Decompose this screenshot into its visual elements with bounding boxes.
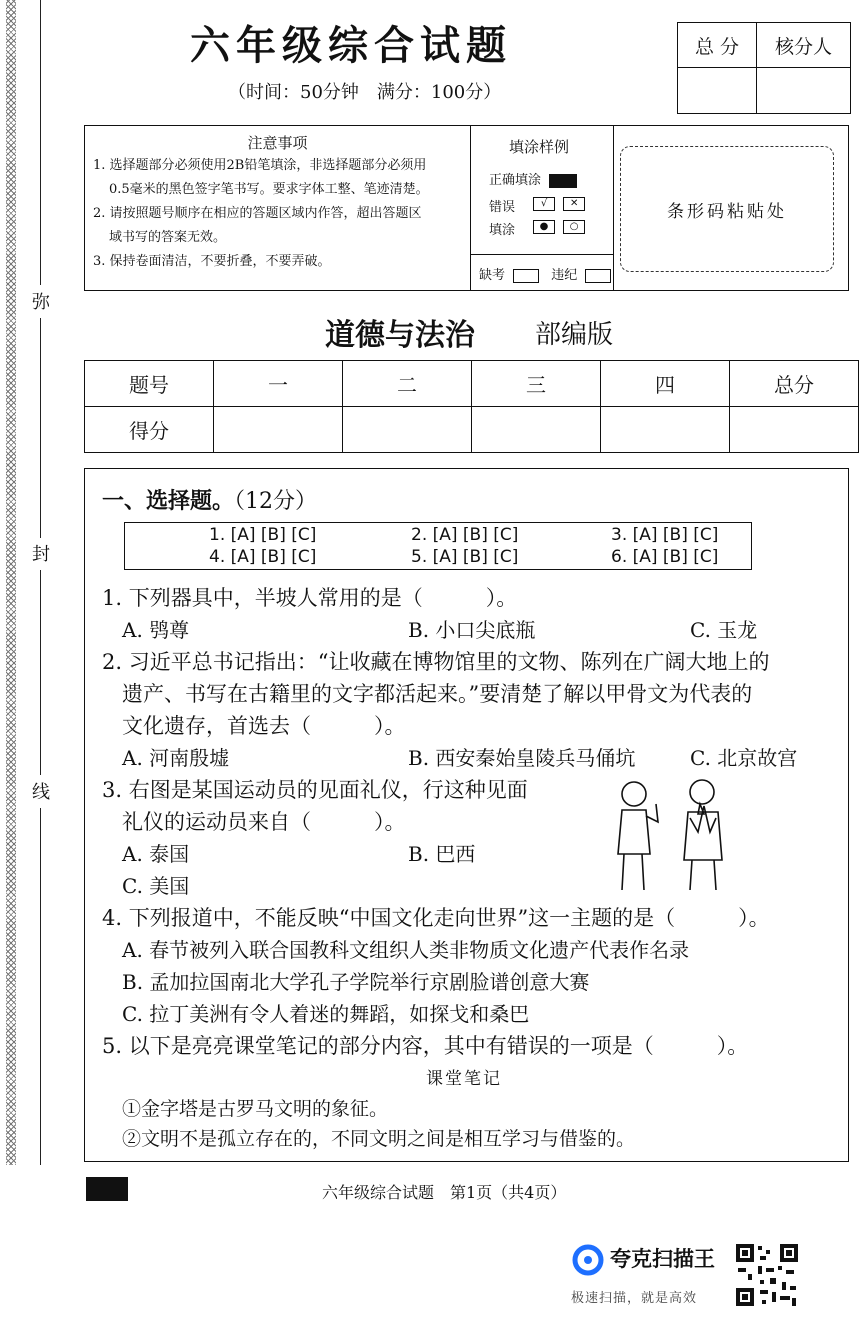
note-line: 0.5毫米的黑色签字笔书写。要求字体工整、笔迹清楚。 <box>109 182 429 197</box>
violation-label: 违纪 <box>551 268 578 283</box>
total-score-label: 总 分 <box>678 23 757 68</box>
notebook-line: ②文明不是孤立存在的，不同文明之间是相互学习与借鉴的。 <box>122 1128 636 1150</box>
option-a: A. 春节被列入联合国教科文组织人类非物质文化遗产代表作名录 <box>122 938 690 962</box>
absent-label: 缺考 <box>479 268 506 283</box>
notebook-line: ①金字塔是古罗马文明的象征。 <box>122 1098 389 1120</box>
option-c: C. 北京故宫 <box>690 746 798 770</box>
seal-border-strip <box>6 0 16 1165</box>
question-3-line: 3. 右图是某国运动员的见面礼仪，行这种见面 <box>102 778 528 802</box>
option-c: C. 美国 <box>122 874 190 898</box>
notebook-title: 课堂笔记 <box>426 1069 502 1089</box>
seal-line <box>40 0 41 285</box>
table-cell: 二 <box>343 361 472 407</box>
total-score-box <box>677 22 851 114</box>
question-1-stem: 1. 下列器具中，半坡人常用的是（ ）。 <box>102 586 518 610</box>
filled-box-icon <box>549 174 577 188</box>
absent-checkbox[interactable] <box>513 269 539 283</box>
page-marker <box>86 1177 128 1201</box>
circle-box-icon: ○ <box>563 220 585 234</box>
qr-code-icon <box>734 1242 800 1308</box>
answer-cell[interactable]: 4. [A] [B] [C] <box>209 547 317 567</box>
table-row <box>85 361 859 407</box>
instructions-box <box>84 125 849 291</box>
score-entry-cell[interactable] <box>730 407 859 453</box>
wrong-fill-label-1: 错误 <box>489 200 516 215</box>
score-entry-cell[interactable] <box>601 407 730 453</box>
dot-box-icon: ● <box>533 220 555 234</box>
notes-heading: 注意事项 <box>247 134 308 152</box>
cross-box-icon: ✕ <box>563 197 585 211</box>
score-table <box>84 360 859 453</box>
note-line: 3. 保持卷面清洁，不要折叠，不要弄破。 <box>93 254 331 269</box>
option-a: A. 泰国 <box>122 842 190 866</box>
answer-cell[interactable]: 6. [A] [B] [C] <box>611 547 719 567</box>
seal-char-3: 线 <box>32 782 50 803</box>
option-b: B. 小口尖底瓶 <box>408 618 536 642</box>
table-cell: 得分 <box>85 407 214 453</box>
answer-cell[interactable]: 3. [A] [B] [C] <box>611 525 719 545</box>
violation-checkbox[interactable] <box>585 269 611 283</box>
table-cell: 一 <box>214 361 343 407</box>
score-entry-cell[interactable] <box>343 407 472 453</box>
subject-edition: 部编版 <box>535 320 614 350</box>
greeting-illustration <box>612 774 742 894</box>
seal-line <box>40 318 41 538</box>
section-points: （12分） <box>234 489 318 514</box>
subject-title: 道德与法治 <box>325 318 475 353</box>
correct-fill-label: 正确填涂 <box>489 173 542 188</box>
section-heading <box>102 484 317 515</box>
notes-panel <box>85 126 471 290</box>
question-2-line: 文化遗存，首选去（ ）。 <box>122 714 406 738</box>
table-row <box>85 407 859 453</box>
option-a: A. 鸮尊 <box>122 618 190 642</box>
option-b: B. 西安秦始皇陵兵马俑坑 <box>408 746 636 770</box>
exam-title: 六年级综合试题 <box>190 22 512 69</box>
option-a: A. 河南殷墟 <box>122 746 230 770</box>
table-cell: 总分 <box>730 361 859 407</box>
table-cell: 四 <box>601 361 730 407</box>
answer-cell[interactable]: 5. [A] [B] [C] <box>411 547 519 567</box>
answer-sheet-grid <box>124 522 752 570</box>
total-score-field[interactable] <box>678 68 757 113</box>
table-cell: 题号 <box>85 361 214 407</box>
scanner-slogan: 极速扫描，就是高效 <box>571 1291 698 1306</box>
checker-label: 核分人 <box>757 23 850 68</box>
question-4-stem: 4. 下列报道中，不能反映“中国文化走向世界”这一主题的是（ ）。 <box>102 906 770 930</box>
option-c: C. 玉龙 <box>690 618 758 642</box>
barcode-area: 条形码粘贴处 <box>620 146 834 272</box>
option-b: B. 孟加拉国南北大学孔子学院举行京剧脸谱创意大赛 <box>122 970 590 994</box>
wrong-fill-label-2: 填涂 <box>489 223 516 238</box>
wrong-fill-row-1 <box>529 196 585 211</box>
question-2-line: 2. 习近平总书记指出：“让收藏在博物馆里的文物、陈列在广阔大地上的 <box>102 650 770 674</box>
check-mark-box-icon: √ <box>533 197 555 211</box>
score-entry-cell[interactable] <box>472 407 601 453</box>
answer-cell[interactable]: 2. [A] [B] [C] <box>411 525 519 545</box>
exam-subtitle: （时间：50分钟 满分：100分） <box>228 82 502 103</box>
note-line: 1. 选择题部分必须使用2B铅笔填涂，非选择题部分必须用 <box>93 158 427 173</box>
note-line: 域书写的答案无效。 <box>109 230 227 245</box>
option-c: C. 拉丁美洲有令人着迷的舞蹈，如探戈和桑巴 <box>122 1002 530 1026</box>
question-5-stem: 5. 以下是亮亮课堂笔记的部分内容，其中有错误的一项是（ ）。 <box>102 1034 749 1058</box>
question-3-line: 礼仪的运动员来自（ ）。 <box>122 810 406 834</box>
note-line: 2. 请按照题号顺序在相应的答题区域内作答，超出答题区 <box>93 206 422 221</box>
scanner-brand: 夸克扫描王 <box>610 1247 715 1271</box>
checker-field[interactable] <box>757 68 850 113</box>
question-2-line: 遗产、书写在古籍里的文字都活起来。”要清楚了解以甲骨文为代表的 <box>122 682 753 706</box>
wrong-fill-row-2 <box>529 219 585 234</box>
absent-row <box>479 264 611 283</box>
fill-sample-panel <box>471 126 614 290</box>
seal-char-1: 弥 <box>32 292 50 313</box>
answer-cell[interactable]: 1. [A] [B] [C] <box>209 525 317 545</box>
section-title: 一、选择题。 <box>102 488 235 514</box>
barcode-panel <box>614 126 847 290</box>
scanner-logo-icon <box>572 1244 604 1276</box>
score-entry-cell[interactable] <box>214 407 343 453</box>
sample-heading: 填涂样例 <box>509 138 570 156</box>
seal-line <box>40 570 41 775</box>
option-b: B. 巴西 <box>408 842 476 866</box>
page-footer: 六年级综合试题 第1页（共4页） <box>322 1183 567 1202</box>
seal-line <box>40 808 41 1165</box>
table-cell: 三 <box>472 361 601 407</box>
correct-fill-row <box>489 169 577 188</box>
seal-char-2: 封 <box>32 544 50 565</box>
